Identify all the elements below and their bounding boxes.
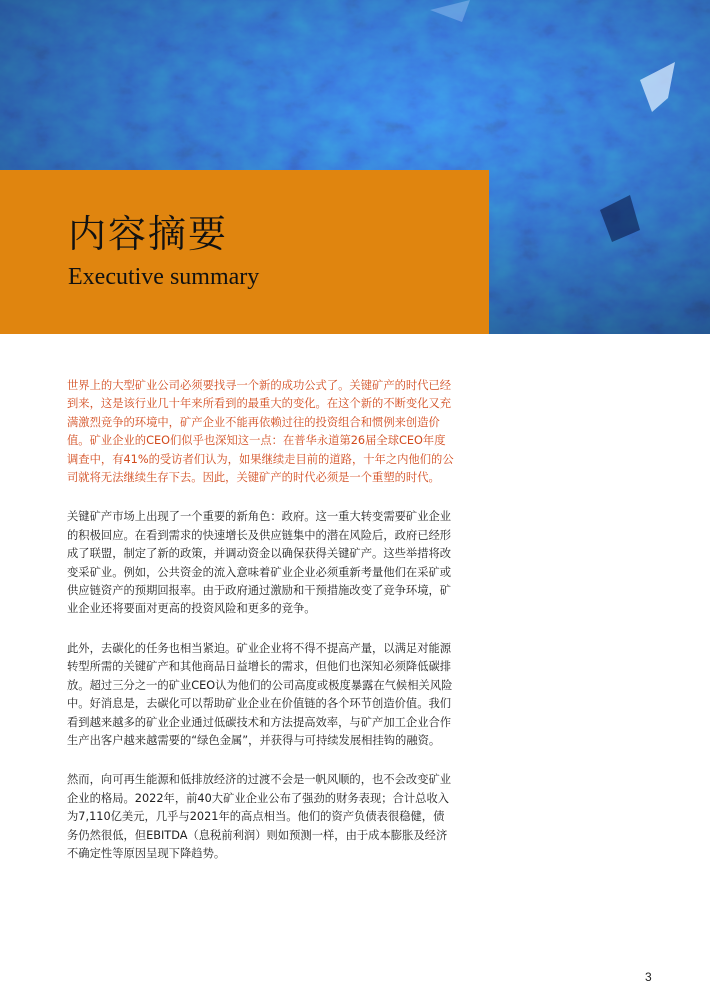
body-text	[67, 377, 455, 884]
page-number: 3	[645, 970, 652, 984]
page-title-chinese: 内容摘要	[68, 212, 229, 256]
title-panel	[0, 170, 489, 334]
page-title-english: Executive summary	[68, 264, 260, 290]
paragraph-transition: 然而，向可再生能源和低排放经济的过渡不会是一帆风顺的，也不会改变矿业企业的格局。2022年，前40大矿业企业公布了强劲的财务表现；合计总收入为7,110亿美元，几乎与2021年的高点相当。他们的资产负债表很稳健，债务仍然很低，但EBITDA（息税前利润）则如预测一样，由于成本膨胀及经济不确定性等原因呈现下降趋势。	[67, 773, 452, 860]
intro-paragraph: 世界上的大型矿业公司必须要找寻一个新的成功公式了。关键矿产的时代已经到来，这是该行业几十年来所看到的最重大的变化。在这个新的不断变化又充满激烈竞争的环境中，矿产企业不能再依赖过往的投资组合和惯例来创造价值。矿业企业的CEO们似乎也深知这一点：在普华永道第26届全球CEO年度调查中，有41%的受访者们认为，如果继续走目前的道路，十年之内他们的公司就将无法继续生存下去。因此，关键矿产的时代必须是一个重塑的时代。	[67, 379, 454, 485]
paragraph-decarbonization: 此外，去碳化的任务也相当紧迫。矿业企业将不得不提高产量，以满足对能源转型所需的关键矿产和其他商品日益增长的需求，但他们也深知必须降低碳排放。超过三分之一的矿业CEO认为他们的公司高度或极度暴露在气候相关风险中。好消息是，去碳化可以帮助矿业企业在价值链的各个环节创造价值。我们看到越来越多的矿业企业通过低碳技术和方法提高效率，与矿产加工企业合作生产出客户越来越需要的“绿色金属”，并获得与可持续发展相挂钩的融资。	[67, 641, 453, 747]
paragraph-government: 关键矿产市场上出现了一个重要的新角色：政府。这一重大转变需要矿业企业的积极回应。在看到需求的快速增长及供应链集中的潜在风险后，政府已经形成了联盟，制定了新的政策，并调动资金以确保获得关键矿产。这些举措将改变采矿业。例如，公共资金的流入意味着矿业企业必须重新考量他们在采矿或供应链资产的预期回报率。由于政府通过激励和干预措施改变了竞争环境，矿业企业还将要面对更高的投资风险和更多的竞争。	[67, 510, 452, 616]
